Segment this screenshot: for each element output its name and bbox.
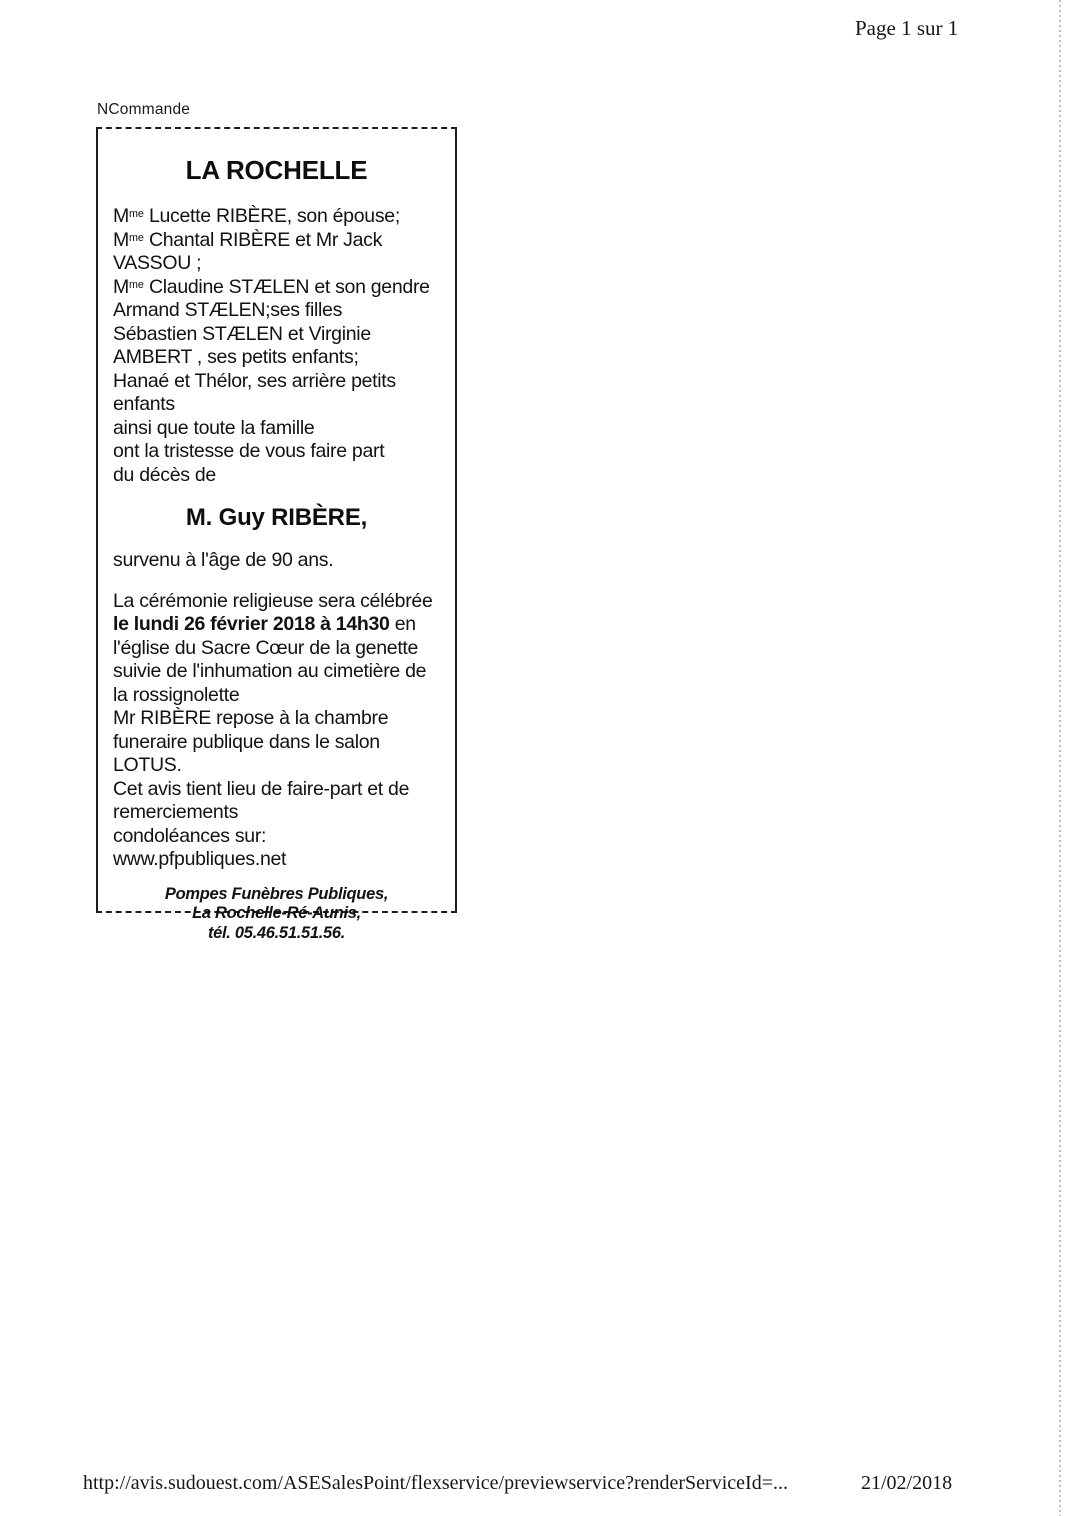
ceremony-lines [113,590,440,872]
text-line: La Rochelle-Ré-Aunis, [192,904,361,922]
text-line: Pompes Funèbres Publiques, [164,884,389,903]
family-lines [113,205,440,487]
text-line: AMBERT , ses petits enfants; [113,346,359,368]
text-line: LOTUS. [113,754,182,776]
text-line: $M^{me}$ Claudine STÆLEN et son gendre [113,275,430,298]
text-line: La cérémonie religieuse sera célébrée [113,589,433,612]
text-line: enfants [113,393,175,415]
text-line: ainsi que toute la famille [113,416,315,439]
text-line: Sébastien STÆLEN et Virginie [113,322,371,345]
scan-artifact-line [1059,0,1061,1516]
footer-url: http://avis.sudouest.com/ASESalesPoint/flexservice/previewservice?renderServiceId=... [83,1472,788,1494]
text-line: Cet avis tient lieu de faire-part et de [113,777,410,800]
city-title: LA ROCHELLE [185,155,368,185]
text-line: ont la tristesse de vous faire part [113,440,385,462]
obituary-notice-box [96,127,457,942]
text-line: la rossignolette [113,683,240,706]
text-line: www.pfpubliques.net [113,848,287,870]
text-line: condoléances sur: [113,824,267,847]
text-line: funeraire publique dans le salon [113,730,380,753]
text-line: l'église du Sacre Cœur de la genette [113,636,419,659]
text-line: VASSOU ; [113,252,202,274]
funeral-home-contact [113,885,440,944]
text-line: Armand STÆLEN;ses filles [113,299,343,321]
text-line: remerciements [113,801,239,823]
text-line: $M^{me}$ Chantal RIBÈRE et Mr Jack [113,228,383,251]
footer-date: 21/02/2018 [861,1472,953,1494]
text-line: Mr RIBÈRE repose à la chambre [113,707,389,729]
text-line: le lundi 26 février 2018 à 14h30 en [113,613,416,635]
text-line: du décès de [113,463,216,486]
text-line: suivie de l'inhumation au cimetière de [113,660,427,682]
age-line: survenu à l'âge de 90 ans. [113,549,334,571]
order-field-label: NCommande [97,101,191,118]
text-line: tél. 05.46.51.51.56. [207,923,346,942]
text-line: $M^{me}$ Lucette RIBÈRE, son épouse; [113,205,400,227]
text-line: Hanaé et Thélor, ses arrière petits [113,369,396,392]
page-number: Page 1 sur 1 [855,16,959,40]
deceased-name: M. Guy RIBÈRE, [185,504,368,531]
